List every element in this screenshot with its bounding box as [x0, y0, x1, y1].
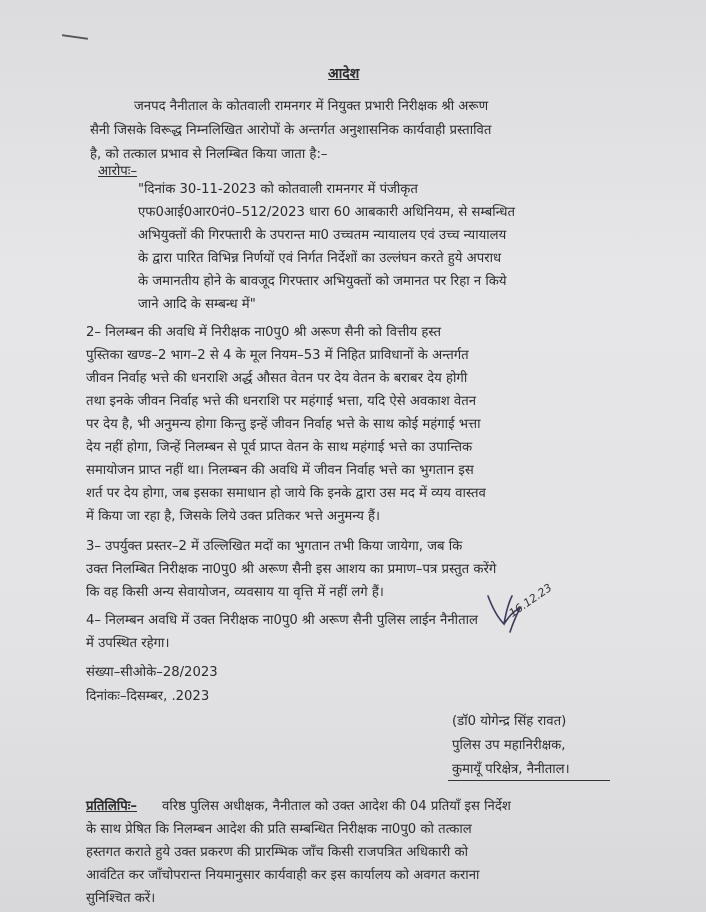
copy-line-5: सुनिश्चित करें।: [86, 891, 156, 906]
signatory-office: कुमायूँ परिक्षेत्र, नैनीताल।: [452, 762, 570, 777]
para2-line-9: में किया जा रहा है, जिसके लिये उक्त प्रतिकर भत्ते अनुमन्य हैं।: [86, 509, 381, 524]
para4-line-2: में उपस्थित रहेगा।: [86, 636, 170, 651]
copy-label: प्रतिलिपिः–: [86, 799, 137, 814]
copy-line-1: वरिष्ठ पुलिस अधीक्षक, नैनीताल को उक्त आदेश की 04 प्रतियाँ इस निर्देश: [162, 799, 511, 814]
signature-underline: [448, 780, 610, 781]
intro-line-3: है, को तत्काल प्रभाव से निलम्बित किया जाता है:–: [90, 147, 328, 162]
signature-image: [482, 582, 578, 642]
copy-line-4: आवंटित कर जाँचोपरान्त नियमानुसार कार्यवाही कर इस कार्यालय को अवगत कराना: [86, 868, 480, 883]
para2-line-3: जीवन निर्वाह भत्ते की धनराशि अर्द्ध औसत वेतन पर देय वेतन के बराबर देय होगी: [86, 371, 468, 386]
signatory-designation: पुलिस उप महानिरीक्षक,: [452, 738, 566, 753]
para4-line-1: 4– निलम्बन अवधि में उक्त निरीक्षक ना0पु0 श्री अरूण सैनी पुलिस लाईन नैनीताल: [86, 613, 478, 628]
charge-line-1: "दिनांक 30-11-2023 को कोतवाली रामनगर में पंजीकृत: [138, 182, 418, 197]
signatory-name: (डॉ0 योगेन्द्र सिंह रावत): [452, 714, 567, 729]
para2-line-5: पर देय है, भी अनुमन्य होगा किन्तु इन्हें जीवन निर्वाह भत्ते के साथ कोई महंगाई भत्ता: [86, 417, 481, 432]
para3-line-1: 3– उपर्युक्त प्रस्तर–2 में उल्लिखित मदों का भुगतान तभी किया जायेगा, जब कि: [86, 539, 463, 554]
para3-line-3: कि वह किसी अन्य सेवायोजन, व्यवसाय या वृत्ति में नहीं लगे हैं।: [86, 585, 384, 600]
intro-line-2: सैनी जिसके विरूद्ध निम्नलिखित आरोपों के अन्तर्गत अनुशासनिक कार्यवाही प्रस्तावित: [90, 123, 492, 138]
charge-line-3: अभियुक्तों की गिरफ्तारी के उपरान्त मा0 उच्चतम न्यायालय एवं उच्च न्यायालय: [138, 228, 507, 243]
charge-line-2: एफ0आई0आर0नं0–512/2023 धारा 60 आबकारी अधिनियम, से सम्बन्धित: [138, 205, 515, 220]
para2-line-2: पुस्तिका खण्ड–2 भाग–2 से 4 के मूल नियम–53 में निहित प्राविधानों के अन्तर्गत: [86, 348, 469, 363]
para2-line-6: देय नहीं होगा, जिन्हें निलम्बन से पूर्व प्राप्त वेतन के साथ महंगाई भत्ते का उपान्तिक: [86, 440, 473, 455]
para2-line-7: समायोजन प्राप्त नहीं था। निलम्बन की अवधि में जीवन निर्वाह भत्ते का भुगतान इस: [86, 463, 474, 478]
charge-line-5: के जमानतीय होने के बावजूद गिरफ्तार अभियुक्तों को जमानत पर रिहा न किये: [138, 274, 507, 289]
charge-label: आरोपः–: [98, 164, 138, 179]
para2-line-4: तथा इनके जीवन निर्वाह भत्ते की धनराशि पर महंगाई भत्ता, यदि ऐसे अवकाश वेतन: [86, 394, 477, 409]
para3-line-2: उक्त निलम्बित निरीक्षक ना0पु0 श्री अरूण सैनी इस आशय का प्रमाण–पत्र प्रस्तुत करेंगे: [86, 562, 497, 577]
reference-date: दिनांकः–दिसम्बर, .2023: [86, 689, 210, 704]
order-title: आदेश: [328, 66, 360, 82]
charge-line-4: के द्वारा पारित विभिन्न निर्णयों एवं निर्गत निर्देशों का उल्लंघन करते हुये अपराध: [138, 251, 502, 266]
copy-line-3: हस्तगत कराते हुये उक्त प्रकरण की प्रारम्भिक जाँच किसी राजपत्रित अधिकारी को: [86, 845, 469, 860]
copy-line-2: के साथ प्रेषित कि निलम्बन आदेश की प्रति सम्बन्धित निरीक्षक ना0पु0 को तत्काल: [86, 822, 472, 837]
charge-line-6: जाने आदि के सम्बन्ध में": [138, 297, 256, 312]
signature-date: 16.12.23: [506, 581, 555, 620]
reference-number: संख्या–सीओके–28/2023: [86, 665, 218, 680]
margin-dash: [62, 34, 88, 40]
para2-line-1: 2– निलम्बन की अवधि में निरीक्षक ना0पु0 श्री अरूण सैनी को वित्तीय हस्त: [86, 325, 441, 340]
intro-line-1: जनपद नैनीताल के कोतवाली रामनगर में नियुक्त प्रभारी निरीक्षक श्री अरूण: [134, 99, 489, 114]
para2-line-8: शर्त पर देय होगा, जब इसका समाधान हो जाये कि इनके द्वारा उस मद में व्यय वास्तव: [86, 486, 486, 501]
